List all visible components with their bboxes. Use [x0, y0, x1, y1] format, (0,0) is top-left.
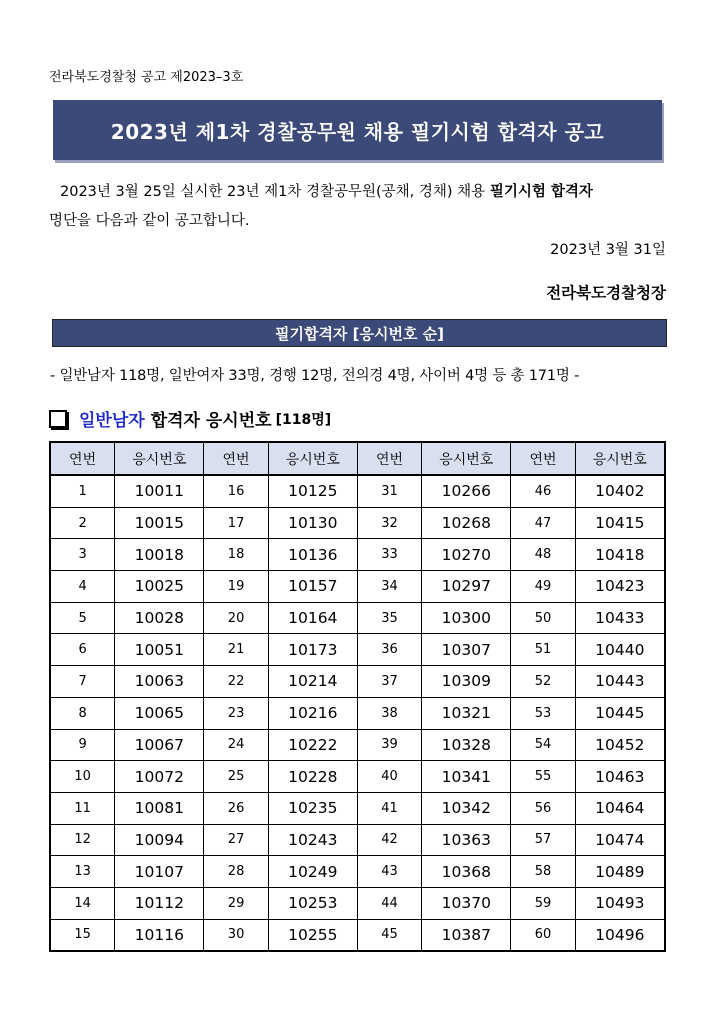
seq-cell: 55 — [511, 761, 575, 793]
table-row — [50, 666, 665, 698]
exam-number-cell: 10474 — [575, 824, 665, 856]
seq-cell: 43 — [357, 856, 421, 888]
exam-number-cell: 10125 — [268, 475, 357, 507]
seq-cell: 57 — [511, 824, 575, 856]
exam-number-cell: 10136 — [268, 539, 357, 571]
exam-number-cell: 10368 — [422, 856, 511, 888]
section-title: 필기합격자 [응시번호 순] — [52, 319, 667, 347]
announcement-date: 2023년 3월 31일 — [550, 242, 666, 258]
exam-number-cell: 10309 — [422, 666, 511, 698]
exam-number-cell: 10270 — [422, 539, 511, 571]
exam-number-cell: 10157 — [268, 571, 357, 603]
exam-number-cell: 10452 — [575, 729, 665, 761]
seq-cell: 13 — [50, 856, 115, 888]
table-row — [50, 856, 665, 888]
exam-number-cell: 10253 — [268, 887, 357, 919]
seq-cell: 26 — [204, 792, 268, 824]
seq-cell: 49 — [511, 571, 575, 603]
exam-number-cell: 10025 — [115, 571, 204, 603]
seq-cell: 22 — [204, 666, 268, 698]
seq-cell: 30 — [204, 919, 268, 951]
exam-number-cell: 10433 — [575, 602, 665, 634]
seq-cell: 2 — [50, 507, 115, 539]
header-seq: 연번 — [204, 442, 268, 475]
seq-cell: 59 — [511, 887, 575, 919]
header-exam-number: 응시번호 — [268, 442, 357, 475]
exam-number-cell: 10063 — [115, 666, 204, 698]
seq-cell: 50 — [511, 602, 575, 634]
exam-number-cell: 10065 — [115, 697, 204, 729]
exam-number-cell: 10402 — [575, 475, 665, 507]
exam-number-cell: 10249 — [268, 856, 357, 888]
checkbox-icon — [49, 410, 67, 428]
seq-cell: 35 — [357, 602, 421, 634]
exam-number-cell: 10300 — [422, 602, 511, 634]
exam-number-cell: 10415 — [575, 507, 665, 539]
seq-cell: 58 — [511, 856, 575, 888]
seq-cell: 56 — [511, 792, 575, 824]
exam-number-cell: 10072 — [115, 761, 204, 793]
exam-number-cell: 10081 — [115, 792, 204, 824]
seq-cell: 33 — [357, 539, 421, 571]
document-title: 2023년 제1차 경찰공무원 채용 필기시험 합격자 공고 — [53, 100, 662, 160]
seq-cell: 31 — [357, 475, 421, 507]
seq-cell: 18 — [204, 539, 268, 571]
seq-cell: 16 — [204, 475, 268, 507]
seq-cell: 27 — [204, 824, 268, 856]
seq-cell: 32 — [357, 507, 421, 539]
seq-cell: 47 — [511, 507, 575, 539]
exam-number-cell: 10342 — [422, 792, 511, 824]
exam-number-cell: 10307 — [422, 634, 511, 666]
exam-number-cell: 10341 — [422, 761, 511, 793]
seq-cell: 21 — [204, 634, 268, 666]
seq-cell: 38 — [357, 697, 421, 729]
seq-cell: 3 — [50, 539, 115, 571]
exam-number-cell: 10418 — [575, 539, 665, 571]
table-row — [50, 697, 665, 729]
results-table — [49, 441, 666, 952]
exam-number-cell: 10051 — [115, 634, 204, 666]
seq-cell: 24 — [204, 729, 268, 761]
header-exam-number: 응시번호 — [575, 442, 665, 475]
summary-line: - 일반남자 118명, 일반여자 33명, 경행 12명, 전의경 4명, 사이버 4명 등 총 171명 - — [50, 368, 580, 384]
table-row — [50, 602, 665, 634]
exam-number-cell: 10222 — [268, 729, 357, 761]
exam-number-cell: 10094 — [115, 824, 204, 856]
header-seq: 연번 — [511, 442, 575, 475]
exam-number-cell: 10107 — [115, 856, 204, 888]
exam-number-cell: 10423 — [575, 571, 665, 603]
table-row — [50, 539, 665, 571]
exam-number-cell: 10173 — [268, 634, 357, 666]
seq-cell: 42 — [357, 824, 421, 856]
exam-number-cell: 10164 — [268, 602, 357, 634]
intro-bold-text: 필기시험 합격자 — [489, 184, 593, 200]
header-exam-number: 응시번호 — [422, 442, 511, 475]
seq-cell: 15 — [50, 919, 115, 951]
exam-number-cell: 10112 — [115, 887, 204, 919]
seq-cell: 48 — [511, 539, 575, 571]
exam-number-cell: 10464 — [575, 792, 665, 824]
table-body — [50, 475, 665, 951]
exam-number-cell: 10496 — [575, 919, 665, 951]
header-exam-number: 응시번호 — [115, 442, 204, 475]
exam-number-cell: 10445 — [575, 697, 665, 729]
seq-cell: 23 — [204, 697, 268, 729]
exam-number-cell: 10370 — [422, 887, 511, 919]
seq-cell: 17 — [204, 507, 268, 539]
seq-cell: 41 — [357, 792, 421, 824]
heading-count: [118명] — [275, 411, 332, 428]
table-row — [50, 792, 665, 824]
seq-cell: 6 — [50, 634, 115, 666]
seq-cell: 34 — [357, 571, 421, 603]
seq-cell: 4 — [50, 571, 115, 603]
exam-number-cell: 10130 — [268, 507, 357, 539]
table-row — [50, 761, 665, 793]
exam-number-cell: 10116 — [115, 919, 204, 951]
exam-number-cell: 10028 — [115, 602, 204, 634]
seq-cell: 28 — [204, 856, 268, 888]
table-row — [50, 824, 665, 856]
header-seq: 연번 — [50, 442, 115, 475]
table-row — [50, 919, 665, 951]
exam-number-cell: 10363 — [422, 824, 511, 856]
exam-number-cell: 10440 — [575, 634, 665, 666]
exam-number-cell: 10387 — [422, 919, 511, 951]
seq-cell: 29 — [204, 887, 268, 919]
seq-cell: 20 — [204, 602, 268, 634]
exam-number-cell: 10321 — [422, 697, 511, 729]
exam-number-cell: 10228 — [268, 761, 357, 793]
heading-highlight: 일반남자 — [79, 411, 145, 431]
exam-number-cell: 10493 — [575, 887, 665, 919]
header-seq: 연번 — [357, 442, 421, 475]
exam-number-cell: 10266 — [422, 475, 511, 507]
seq-cell: 51 — [511, 634, 575, 666]
exam-number-cell: 10255 — [268, 919, 357, 951]
seq-cell: 37 — [357, 666, 421, 698]
seq-cell: 54 — [511, 729, 575, 761]
table-heading — [49, 406, 331, 431]
issuer-name: 전라북도경찰청장 — [546, 284, 666, 302]
exam-number-cell: 10011 — [115, 475, 204, 507]
table-row — [50, 729, 665, 761]
seq-cell: 9 — [50, 729, 115, 761]
intro-text-line2: 명단을 다음과 같이 공고합니다. — [49, 213, 250, 229]
exam-number-cell: 10463 — [575, 761, 665, 793]
seq-cell: 46 — [511, 475, 575, 507]
intro-text: 2023년 3월 25일 실시한 23년 제1차 경찰공무원(공채, 경채) 채용 — [60, 184, 490, 200]
seq-cell: 52 — [511, 666, 575, 698]
exam-number-cell: 10018 — [115, 539, 204, 571]
seq-cell: 25 — [204, 761, 268, 793]
exam-number-cell: 10015 — [115, 507, 204, 539]
exam-number-cell: 10297 — [422, 571, 511, 603]
exam-number-cell: 10235 — [268, 792, 357, 824]
seq-cell: 5 — [50, 602, 115, 634]
seq-cell: 14 — [50, 887, 115, 919]
seq-cell: 60 — [511, 919, 575, 951]
seq-cell: 8 — [50, 697, 115, 729]
exam-number-cell: 10067 — [115, 729, 204, 761]
table-row — [50, 475, 665, 507]
exam-number-cell: 10243 — [268, 824, 357, 856]
exam-number-cell: 10216 — [268, 697, 357, 729]
intro-paragraph — [49, 178, 667, 236]
seq-cell: 10 — [50, 761, 115, 793]
table-row — [50, 887, 665, 919]
exam-number-cell: 10443 — [575, 666, 665, 698]
seq-cell: 53 — [511, 697, 575, 729]
seq-cell: 19 — [204, 571, 268, 603]
seq-cell: 45 — [357, 919, 421, 951]
seq-cell: 36 — [357, 634, 421, 666]
exam-number-cell: 10328 — [422, 729, 511, 761]
heading-text: 합격자 응시번호 — [150, 411, 272, 431]
seq-cell: 39 — [357, 729, 421, 761]
seq-cell: 1 — [50, 475, 115, 507]
seq-cell: 11 — [50, 792, 115, 824]
seq-cell: 12 — [50, 824, 115, 856]
table-row — [50, 634, 665, 666]
seq-cell: 7 — [50, 666, 115, 698]
table-row — [50, 507, 665, 539]
notice-number: 전라북도경찰청 공고 제2023–3호 — [49, 70, 244, 85]
seq-cell: 40 — [357, 761, 421, 793]
exam-number-cell: 10489 — [575, 856, 665, 888]
table-row — [50, 571, 665, 603]
seq-cell: 44 — [357, 887, 421, 919]
table-header-row — [50, 442, 665, 475]
exam-number-cell: 10268 — [422, 507, 511, 539]
exam-number-cell: 10214 — [268, 666, 357, 698]
